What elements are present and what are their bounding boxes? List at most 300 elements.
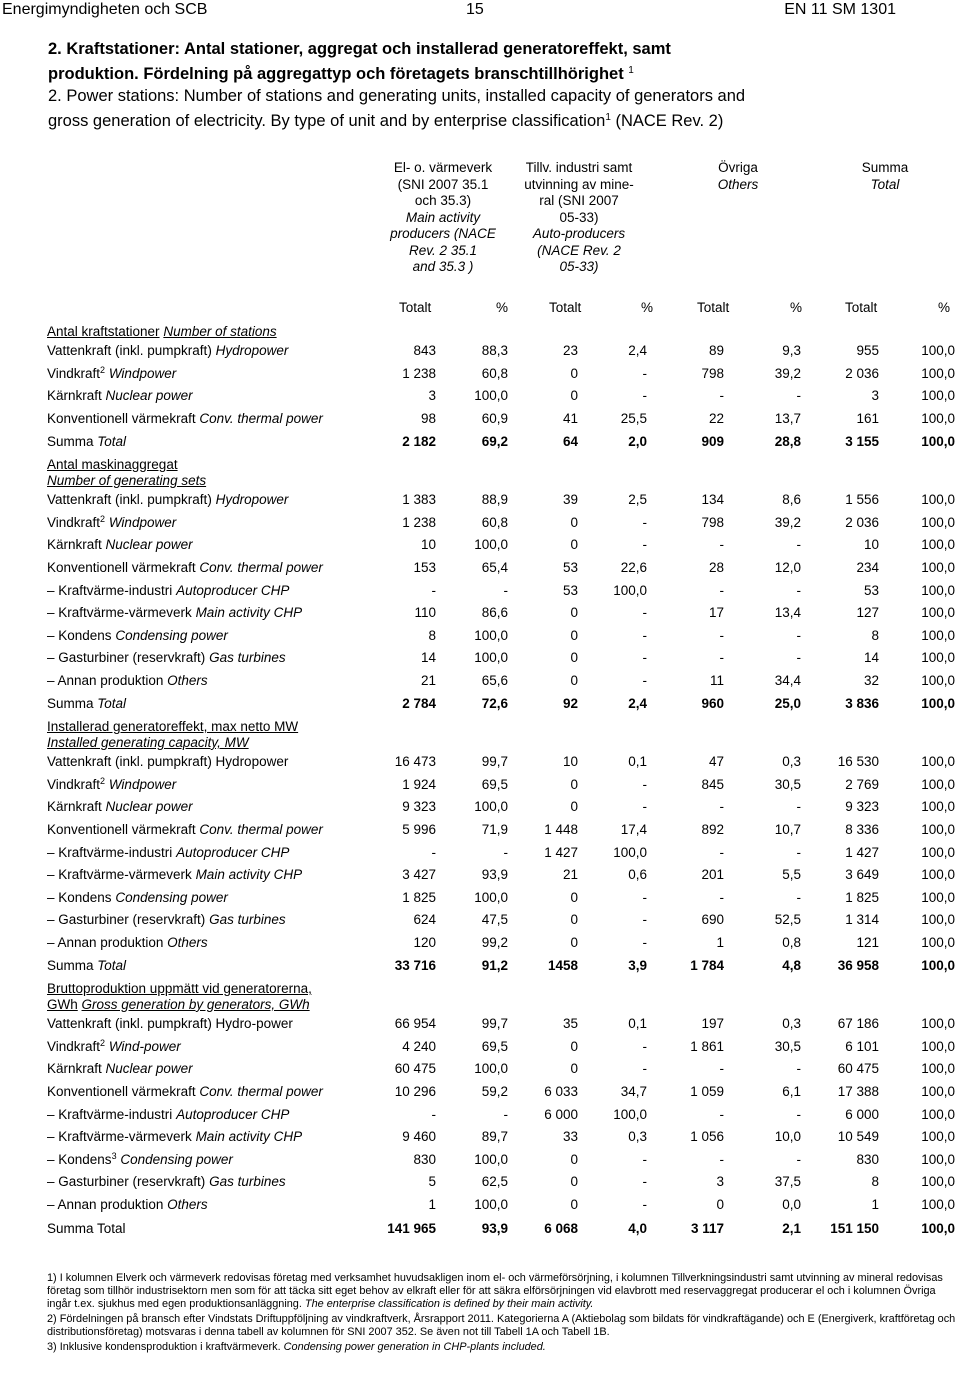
- row-label-sv: Vindkraft: [47, 365, 101, 381]
- row-label: [47, 647, 362, 670]
- cell-percent: -: [642, 912, 647, 928]
- cell-value: 830: [413, 1151, 436, 1167]
- row-label: [47, 864, 362, 887]
- row-label-en: Total: [97, 695, 127, 711]
- table-row: [47, 1103, 955, 1126]
- cell-value: 2 036: [845, 365, 879, 381]
- cell-percent: 100,0: [921, 1221, 955, 1237]
- cell-value: 960: [701, 695, 724, 711]
- cell-percent: 8,6: [782, 492, 801, 508]
- cell-value: 0: [570, 365, 578, 381]
- cell-value: 0: [716, 1196, 724, 1212]
- row-label-en: Conv. thermal power: [199, 411, 323, 427]
- column-header-text-en: Auto-producers: [532, 226, 626, 241]
- section-title-en-text: Installed generating capacity, MW: [47, 734, 249, 750]
- cell-percent: 0,1: [628, 754, 647, 770]
- row-label: [47, 1194, 362, 1217]
- section-title-en-text: Number of generating sets: [47, 472, 207, 488]
- cell-value: 8 336: [845, 821, 879, 837]
- cell-percent: 100,0: [921, 867, 955, 883]
- cell-value: 10: [420, 537, 436, 553]
- cell-value: 690: [701, 912, 724, 928]
- cell-value: 17 388: [837, 1083, 879, 1099]
- cell-percent: 100,0: [921, 821, 955, 837]
- cell-percent: -: [642, 650, 647, 666]
- section-title-sv: [47, 981, 955, 997]
- section-title-sv-unit: GWh: [47, 996, 78, 1012]
- page-header: [0, 0, 960, 20]
- cell-value: 2 182: [402, 433, 436, 449]
- cell-value: 33 716: [394, 957, 436, 973]
- column-header-text: ral (SNI 2007: [539, 193, 619, 208]
- cell-percent: 91,2: [481, 957, 508, 973]
- cell-percent: 100,0: [921, 1174, 955, 1190]
- cell-value: 127: [856, 605, 879, 621]
- cell-percent: 93,9: [481, 867, 508, 883]
- row-label: [47, 774, 362, 797]
- cell-value: 92: [562, 695, 578, 711]
- cell-value: 8: [871, 1174, 879, 1190]
- row-label: [47, 1148, 362, 1171]
- row-label-en: Nuclear power: [105, 537, 193, 553]
- cell-percent: 100,0: [613, 582, 647, 598]
- row-label: [47, 625, 362, 648]
- cell-percent: 4,8: [782, 957, 801, 973]
- row-label-sv: – Gasturbiner (reservkraft): [47, 1174, 206, 1190]
- table-row: [47, 932, 955, 955]
- cell-value: 134: [701, 492, 724, 508]
- table-row: [47, 408, 955, 431]
- row-label-sv: – Annan produktion: [47, 673, 164, 689]
- cell-value: 0: [570, 537, 578, 553]
- cell-value: 60 475: [837, 1061, 879, 1077]
- cell-value: 798: [701, 514, 724, 530]
- cell-percent: 100,0: [921, 776, 955, 792]
- cell-percent: 100,0: [921, 605, 955, 621]
- table-row: [47, 557, 955, 580]
- table-row: [47, 363, 955, 386]
- column-header-text: Övriga: [718, 160, 758, 175]
- subheader-totalt: Totalt: [845, 300, 878, 315]
- section-title: [47, 453, 955, 489]
- row-label: [47, 909, 362, 932]
- cell-percent: 100,0: [921, 934, 955, 950]
- column-header-c3: [678, 160, 798, 193]
- cell-percent: -: [642, 889, 647, 905]
- cell-value: 35: [562, 1016, 578, 1032]
- cell-percent: 88,9: [481, 492, 508, 508]
- cell-value: 955: [856, 343, 879, 359]
- section-title: [47, 977, 955, 1013]
- row-label: [47, 1126, 362, 1149]
- row-label-en: Gas turbines: [209, 1174, 286, 1190]
- cell-value: 21: [562, 867, 578, 883]
- row-label-en: Autoproducer CHP: [176, 844, 290, 860]
- cell-value: 6 101: [845, 1038, 879, 1054]
- cell-value: 3 649: [845, 867, 879, 883]
- cell-percent: -: [642, 1174, 647, 1190]
- cell-percent: 100,0: [921, 365, 955, 381]
- cell-percent: 100,0: [921, 433, 955, 449]
- column-header-c2: [514, 160, 644, 276]
- row-label-sv: Kärnkraft: [47, 1061, 102, 1077]
- section-title-en: [47, 735, 955, 751]
- header-page-number: 15: [466, 1, 484, 18]
- cell-percent: 39,2: [774, 365, 801, 381]
- cell-value: 0: [570, 1038, 578, 1054]
- row-label: [47, 886, 362, 909]
- cell-value: 843: [413, 343, 436, 359]
- row-label-sv: Kärnkraft: [47, 799, 102, 815]
- row-label: [47, 385, 362, 408]
- section-title-sv: [47, 719, 955, 735]
- table-row: [47, 954, 955, 977]
- row-label-sv: – Kraftvärme-värmeverk: [47, 1129, 192, 1145]
- footnote-text: 2) Fördelningen på bransch efter Vindstats Driftuppföljning av vindkraftverk, Årsrapport 2011. Kategorierna A (Aktiebolag som bildats för vindkraftägande) och E (Energiverk, kraftföretag och distributionsföretag) motsvaras i denna tabell av kolumnen för SNI 2007 352. Se även not till Tabell 1A och Tabell 1B.: [47, 1313, 956, 1339]
- section-title-sv-text: Antal maskinaggregat: [47, 456, 178, 472]
- cell-value: 1 383: [402, 492, 436, 508]
- cell-percent: 100,0: [921, 514, 955, 530]
- cell-value: 234: [856, 560, 879, 576]
- cell-percent: 30,5: [774, 1038, 801, 1054]
- cell-value: 798: [701, 365, 724, 381]
- column-header-text: Summa: [861, 160, 909, 175]
- row-label-sv: Vindkraft: [47, 1038, 101, 1054]
- row-label-en: Hydropower: [215, 343, 289, 359]
- cell-percent: 100,0: [921, 492, 955, 508]
- cell-value: -: [719, 1151, 724, 1167]
- cell-percent: 100,0: [474, 1196, 508, 1212]
- cell-percent: 34,4: [774, 673, 801, 689]
- footnote-marker: 2: [100, 513, 106, 524]
- cell-percent: -: [796, 799, 801, 815]
- table-row: [47, 602, 955, 625]
- row-label-en: Conv. thermal power: [199, 1083, 323, 1099]
- row-label-sv: – Kraftvärme-industri: [47, 844, 173, 860]
- row-label: [47, 430, 362, 453]
- column-header-text: och 35.3): [414, 193, 472, 208]
- cell-value: 6 033: [544, 1083, 578, 1099]
- cell-value: 1 427: [845, 844, 879, 860]
- cell-percent: 65,4: [481, 560, 508, 576]
- cell-value: 22: [708, 411, 724, 427]
- footnote-text: 1) I kolumnen Elverk och värmeverk redovisas företag med verksamhet huvudsakligen inom el- och värmeförsörjning, i kolumnen Tillverkningsindustri samt utvinning av mineral redovisas företag som tillhör industrisektorn men som för att täcka sitt eget behov av elkraft eller för att säkra elförsörjningen vid elavbrott med reservaggregat producerar el och i kolumnen Övriga ingår t.ex. sjukhus med egen produktionsanläggning.: [47, 1272, 943, 1311]
- cell-value: -: [431, 844, 436, 860]
- cell-value: 0: [570, 1196, 578, 1212]
- cell-percent: 69,5: [481, 1038, 508, 1054]
- row-label-en: Autoproducer CHP: [176, 582, 290, 598]
- cell-value: 66 954: [394, 1016, 436, 1032]
- cell-value: 0: [570, 388, 578, 404]
- cell-value: 151 150: [830, 1221, 879, 1237]
- cell-value: 197: [701, 1016, 724, 1032]
- column-header-text: Tillv. industri samt: [525, 160, 633, 175]
- cell-value: 1 314: [845, 912, 879, 928]
- cell-percent: 9,3: [782, 343, 801, 359]
- cell-percent: 100,0: [921, 537, 955, 553]
- cell-percent: -: [796, 537, 801, 553]
- table-row: [47, 819, 955, 842]
- cell-value: 1 784: [690, 957, 724, 973]
- table-row: [47, 1194, 955, 1217]
- cell-percent: 100,0: [921, 388, 955, 404]
- cell-value: -: [431, 582, 436, 598]
- row-label: [47, 796, 362, 819]
- cell-percent: 65,6: [481, 673, 508, 689]
- cell-value: 892: [701, 821, 724, 837]
- footnote-marker: 3: [111, 1150, 117, 1161]
- cell-percent: -: [642, 673, 647, 689]
- title-swedish: 2. Kraftstationer: Antal stationer, aggregat och installerad generatoreffekt, samt produktion. Fördelning på aggregattyp och företagets branschtillhörighet $^1$: [48, 40, 671, 83]
- row-label-sv: Kärnkraft: [47, 537, 102, 553]
- table-row: [47, 625, 955, 648]
- cell-value: 1 059: [690, 1083, 724, 1099]
- cell-value: 9 323: [402, 799, 436, 815]
- cell-value: 0: [570, 934, 578, 950]
- subheader-totalt: Totalt: [549, 300, 582, 315]
- row-label-en: Wind-power: [108, 1038, 181, 1054]
- row-label-en: Autoproducer CHP: [176, 1106, 290, 1122]
- cell-value: -: [719, 537, 724, 553]
- column-header-text-en: Rev. 2 35.1: [408, 242, 478, 258]
- cell-value: 0: [570, 650, 578, 666]
- cell-value: 3: [716, 1174, 724, 1190]
- row-label-sv: Summa: [47, 433, 94, 449]
- row-label-en: Condensing power: [115, 889, 228, 905]
- cell-percent: 100,0: [921, 957, 955, 973]
- table-row: [47, 385, 955, 408]
- section-title-sv-text: Bruttoproduktion uppmätt vid generatorerna,: [47, 980, 312, 996]
- header-report-id: EN 11 SM 1301: [784, 1, 896, 18]
- row-label: [47, 534, 362, 557]
- row-label: [47, 819, 362, 842]
- row-label: [47, 1103, 362, 1126]
- title-english: 2. Power stations: Number of stations and generating units, installed capacity of generators and gross generation of electricity. By type of unit and by enterprise classification$^1$ (NACE Rev. 2): [48, 87, 746, 130]
- row-label: [47, 692, 362, 715]
- cell-percent: 99,2: [481, 934, 508, 950]
- section-title-en: Number of stations: [163, 324, 277, 339]
- table-row: [47, 909, 955, 932]
- row-label-sv: – Gasturbiner (reservkraft): [47, 650, 206, 666]
- cell-percent: 100,0: [921, 844, 955, 860]
- row-label-sv: Vattenkraft (inkl. pumpkraft) Hydro-power: [47, 1016, 293, 1032]
- subheader-percent: %: [641, 300, 654, 315]
- footnote-marker: 2: [100, 1037, 106, 1048]
- cell-percent: 100,0: [613, 1106, 647, 1122]
- cell-value: 0: [570, 1151, 578, 1167]
- cell-percent: -: [796, 889, 801, 905]
- cell-percent: 89,7: [481, 1129, 508, 1145]
- cell-percent: 0,3: [782, 754, 801, 770]
- table-row: [47, 774, 955, 797]
- cell-value: 0: [570, 912, 578, 928]
- table-row: [47, 751, 955, 774]
- cell-value: 121: [856, 934, 879, 950]
- cell-percent: 62,5: [481, 1174, 508, 1190]
- cell-value: 36 958: [837, 957, 879, 973]
- cell-percent: 100,0: [921, 1038, 955, 1054]
- cell-percent: 100,0: [921, 1083, 955, 1099]
- column-header-text: 05-33): [559, 209, 599, 225]
- cell-percent: 34,7: [620, 1083, 647, 1099]
- cell-percent: 86,6: [481, 605, 508, 621]
- cell-value: 161: [856, 411, 879, 427]
- cell-value: 1 238: [402, 365, 436, 381]
- cell-value: 1 448: [544, 821, 578, 837]
- cell-value: 21: [420, 673, 436, 689]
- cell-value: 141 965: [387, 1221, 436, 1237]
- table-row: [47, 1013, 955, 1036]
- cell-percent: -: [642, 605, 647, 621]
- cell-value: 16 530: [837, 754, 879, 770]
- table-row: [47, 512, 955, 535]
- cell-percent: 100,0: [474, 1151, 508, 1167]
- row-label-sv: – Kraftvärme-värmeverk: [47, 605, 192, 621]
- row-label-en: Gas turbines: [209, 650, 286, 666]
- section-title: [47, 715, 955, 751]
- cell-value: 110: [414, 605, 436, 621]
- cell-value: 0: [570, 776, 578, 792]
- section-title-en: Gross generation by generators, GWh: [81, 996, 310, 1012]
- row-label-en: Hydropower: [215, 492, 289, 508]
- cell-value: 6 000: [845, 1106, 879, 1122]
- cell-value: 53: [562, 560, 578, 576]
- cell-percent: 0,1: [628, 1016, 647, 1032]
- cell-percent: 12,0: [774, 560, 801, 576]
- cell-percent: 69,5: [481, 776, 508, 792]
- column-header-text: utvinning av mine-: [524, 176, 634, 192]
- cell-value: -: [719, 844, 724, 860]
- row-label-en: Others: [167, 673, 208, 689]
- cell-percent: -: [642, 627, 647, 643]
- column-header-text-en: Total: [870, 176, 900, 192]
- row-label-sv: Summa: [47, 695, 94, 711]
- column-header-text: El- o. värmeverk: [393, 160, 493, 175]
- row-label-en: Conv. thermal power: [199, 821, 323, 837]
- cell-percent: 100,0: [921, 627, 955, 643]
- section-title-line2: [47, 997, 955, 1013]
- cell-percent: -: [796, 627, 801, 643]
- section-header-row: [47, 320, 955, 340]
- table-row: [47, 670, 955, 693]
- cell-percent: 100,0: [921, 889, 955, 905]
- row-label-sv: – Kondens: [47, 889, 112, 905]
- section-title-en: [47, 473, 955, 489]
- row-label-en: Main activity CHP: [195, 867, 303, 883]
- row-label: [47, 363, 362, 386]
- cell-percent: 100,0: [921, 1061, 955, 1077]
- cell-value: 98: [420, 411, 436, 427]
- section-header-row: [47, 453, 955, 489]
- cell-value: 23: [562, 343, 578, 359]
- table-row: [47, 430, 955, 453]
- cell-value: 153: [413, 560, 436, 576]
- cell-value: 2 036: [845, 514, 879, 530]
- cell-value: 39: [562, 492, 578, 508]
- subheader-percent: %: [938, 300, 951, 315]
- cell-value: 0: [570, 1061, 578, 1077]
- cell-value: 624: [413, 912, 436, 928]
- cell-value: 10 296: [394, 1083, 436, 1099]
- cell-percent: 100,0: [921, 754, 955, 770]
- table-row: [47, 1081, 955, 1104]
- column-header-text-en: (NACE Rev. 2: [537, 242, 621, 258]
- cell-percent: -: [796, 650, 801, 666]
- section-title-sv-text: Installerad generatoreffekt, max netto MW: [47, 718, 299, 734]
- cell-percent: 100,0: [921, 650, 955, 666]
- cell-percent: 100,0: [474, 650, 508, 666]
- section-title-sv: Antal kraftstationer: [47, 324, 160, 339]
- cell-percent: 2,4: [628, 343, 647, 359]
- row-label-en: Windpower: [108, 776, 177, 792]
- cell-value: 1 427: [544, 844, 578, 860]
- cell-value: 17: [708, 605, 724, 621]
- cell-percent: 6,1: [782, 1083, 801, 1099]
- cell-value: 33: [562, 1129, 578, 1145]
- cell-value: 53: [863, 582, 879, 598]
- cell-percent: 28,8: [774, 433, 801, 449]
- cell-value: 9 460: [402, 1129, 436, 1145]
- cell-value: -: [719, 388, 724, 404]
- cell-percent: 60,8: [481, 514, 508, 530]
- row-label: [47, 557, 362, 580]
- cell-value: -: [719, 889, 724, 905]
- cell-value: 0: [570, 605, 578, 621]
- cell-value: 1: [428, 1196, 436, 1212]
- subheader-totalt: Totalt: [697, 300, 730, 315]
- row-label-en: Windpower: [108, 514, 177, 530]
- cell-percent: 10,0: [774, 1129, 801, 1145]
- cell-percent: 100,0: [474, 1061, 508, 1077]
- cell-value: -: [719, 1061, 724, 1077]
- row-label: [47, 1013, 362, 1036]
- row-label-sv: – Kondens: [47, 627, 112, 643]
- cell-percent: -: [503, 1106, 508, 1122]
- cell-value: 1458: [547, 957, 578, 973]
- row-label: [47, 932, 362, 955]
- row-label-sv: Kärnkraft: [47, 388, 102, 404]
- row-label: [47, 489, 362, 512]
- row-label: [47, 954, 362, 977]
- cell-value: 3 155: [845, 433, 879, 449]
- cell-percent: 72,6: [481, 695, 508, 711]
- row-label-sv: Konventionell värmekraft: [47, 821, 196, 837]
- table-row: [47, 1035, 955, 1058]
- cell-percent: -: [642, 799, 647, 815]
- section-header-row: [47, 977, 955, 1013]
- cell-percent: 100,0: [613, 844, 647, 860]
- row-label-en: Main activity CHP: [195, 605, 303, 621]
- cell-value: 10: [562, 754, 578, 770]
- subheader-percent: %: [790, 300, 803, 315]
- section-header-row: [47, 715, 955, 751]
- table-row: [47, 886, 955, 909]
- cell-value: 64: [562, 433, 578, 449]
- cell-percent: -: [642, 1151, 647, 1167]
- row-label-sv: – Gasturbiner (reservkraft): [47, 912, 206, 928]
- footnote-text: 3) Inklusive kondensproduktion i kraftvärmeverk.: [47, 1341, 281, 1354]
- table-row: [47, 864, 955, 887]
- cell-percent: 10,7: [774, 821, 801, 837]
- cell-percent: 88,3: [481, 343, 508, 359]
- footnote: [47, 1272, 957, 1311]
- cell-value: 5: [428, 1174, 436, 1190]
- cell-percent: -: [642, 1038, 647, 1054]
- row-label-sv: Vindkraft: [47, 776, 101, 792]
- row-label: [47, 751, 362, 774]
- cell-percent: 100,0: [921, 695, 955, 711]
- row-label: [47, 1171, 362, 1194]
